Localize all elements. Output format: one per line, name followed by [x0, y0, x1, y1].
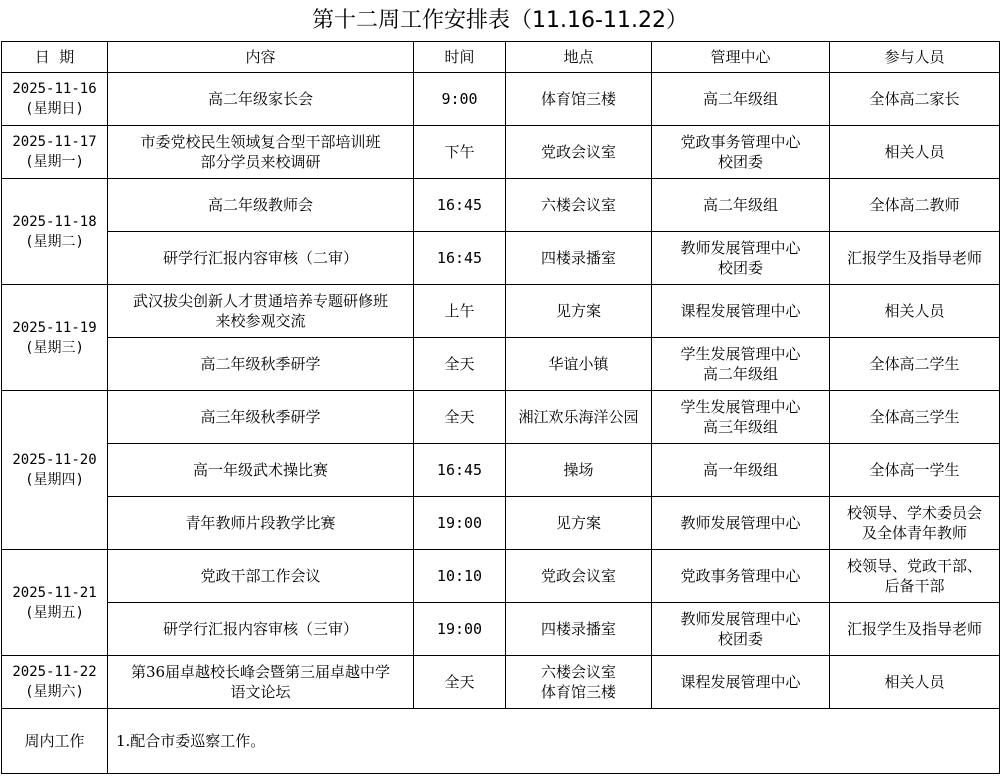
cell-line: 体育馆三楼: [540, 683, 616, 701]
cell-line: 校团委: [717, 153, 763, 171]
location-cell: [506, 603, 652, 656]
cell-line: 六楼会议室: [540, 663, 616, 681]
weekday-text: (星期日): [25, 101, 84, 117]
cell-line: 课程发展管理中心: [680, 673, 801, 691]
cell-line: 四楼录播室: [540, 620, 616, 638]
cell-line: 全体高二家长: [869, 90, 960, 108]
cell-line: 汇报学生及指导老师: [846, 620, 982, 638]
table-row: [2, 391, 1000, 444]
cell-line: 高一年级武术操比赛: [192, 461, 328, 479]
people-cell: [830, 73, 1000, 126]
date-text: 2025-11-17: [12, 134, 97, 150]
location-cell: [506, 285, 652, 338]
people-cell: [830, 656, 1000, 709]
time-cell: 16:45: [414, 444, 506, 497]
date-text: 2025-11-20: [12, 452, 97, 468]
weekday-text: (星期六): [25, 684, 84, 700]
cell-line: 六楼会议室: [540, 196, 616, 214]
date-cell: [2, 285, 108, 391]
people-cell: [830, 391, 1000, 444]
cell-line: 高三年级秋季研学: [200, 408, 321, 426]
cell-line: 校团委: [717, 259, 763, 277]
content-cell: [108, 232, 414, 285]
cell-line: 高二年级秋季研学: [200, 355, 321, 373]
people-cell: [830, 179, 1000, 232]
time-cell: 上午: [414, 285, 506, 338]
cell-line: 部分学员来校调研: [200, 153, 321, 171]
content-cell: [108, 126, 414, 179]
weekday-text: (星期三): [25, 339, 84, 356]
cell-line: 见方案: [555, 514, 601, 532]
date-cell: [2, 126, 108, 179]
cell-line: 华谊小镇: [548, 355, 609, 373]
cell-line: 党政会议室: [540, 567, 616, 585]
people-cell: [830, 550, 1000, 603]
cell-line: 党政会议室: [540, 143, 616, 161]
cell-line: 青年教师片段教学比赛: [185, 514, 336, 532]
header-content: 内容: [108, 42, 414, 73]
cell-line: 来校参观交流: [215, 312, 306, 330]
cell-line: 全体高三学生: [869, 408, 960, 426]
content-cell: [108, 497, 414, 550]
location-cell: [506, 232, 652, 285]
table-row: [2, 179, 1000, 232]
cell-line: 教师发展管理中心: [680, 239, 801, 257]
time-cell: 9:00: [414, 73, 506, 126]
date-text: 2025-11-18: [12, 213, 97, 230]
cell-line: 研学行汇报内容审核（三审）: [162, 620, 358, 638]
center-cell: [652, 338, 830, 391]
cell-line: 汇报学生及指导老师: [846, 249, 982, 267]
cell-line: 党政事务管理中心: [680, 567, 801, 585]
cell-line: 四楼录播室: [540, 249, 616, 267]
center-cell: [652, 550, 830, 603]
time-cell: 19:00: [414, 497, 506, 550]
time-cell: 10:10: [414, 550, 506, 603]
people-cell: [830, 232, 1000, 285]
location-cell: [506, 497, 652, 550]
location-cell: [506, 338, 652, 391]
time-cell: 全天: [414, 656, 506, 709]
header-location: 地点: [506, 42, 652, 73]
table-row: [2, 126, 1000, 179]
date-cell: [2, 656, 108, 709]
table-row: [2, 550, 1000, 603]
time-cell: 全天: [414, 338, 506, 391]
location-cell: [506, 656, 652, 709]
center-cell: [652, 391, 830, 444]
table-row: [2, 73, 1000, 126]
weekday-text: (星期二): [25, 233, 84, 250]
table-row: [2, 232, 1000, 285]
cell-line: 研学行汇报内容审核（二审）: [162, 249, 358, 267]
header-center: 管理中心: [652, 42, 830, 73]
center-cell: [652, 444, 830, 497]
center-cell: [652, 126, 830, 179]
time-cell: 16:45: [414, 232, 506, 285]
content-cell: [108, 391, 414, 444]
cell-line: 教师发展管理中心: [680, 610, 801, 628]
date-text: 2025-11-16: [12, 81, 97, 97]
cell-line: 湘江欢乐海洋公园: [518, 408, 639, 426]
cell-line: 相关人员: [884, 143, 945, 161]
date-text: 2025-11-21: [12, 584, 97, 601]
cell-line: 第36届卓越校长峰会暨第三届卓越中学: [130, 663, 391, 681]
date-cell: [2, 391, 108, 550]
date-cell: [2, 73, 108, 126]
cell-line: 课程发展管理中心: [680, 302, 801, 320]
cell-line: 见方案: [555, 302, 601, 320]
page-title: 第十二周工作安排表（11.16-11.22）: [312, 8, 688, 33]
center-cell: [652, 603, 830, 656]
cell-line: 后备干部: [884, 577, 945, 595]
cell-line: 体育馆三楼: [540, 90, 616, 108]
location-cell: [506, 179, 652, 232]
footer-content: 1.配合市委巡察工作。: [108, 709, 1000, 774]
content-cell: [108, 444, 414, 497]
cell-line: 校团委: [717, 630, 763, 648]
cell-line: 及全体青年教师: [861, 524, 967, 542]
date-text: 2025-11-22: [12, 664, 97, 680]
people-cell: [830, 444, 1000, 497]
location-cell: [506, 391, 652, 444]
cell-line: 相关人员: [884, 302, 945, 320]
people-cell: [830, 603, 1000, 656]
cell-line: 高二年级家长会: [207, 90, 313, 108]
cell-line: 教师发展管理中心: [680, 514, 801, 532]
cell-line: 市委党校民生领域复合型干部培训班: [140, 133, 381, 151]
content-cell: [108, 550, 414, 603]
date-cell: [2, 179, 108, 285]
footer-label: 周内工作: [2, 709, 108, 774]
time-cell: 16:45: [414, 179, 506, 232]
cell-line: 相关人员: [884, 673, 945, 691]
people-cell: [830, 497, 1000, 550]
location-cell: [506, 444, 652, 497]
cell-line: 党政干部工作会议: [200, 567, 321, 585]
center-cell: [652, 285, 830, 338]
content-cell: [108, 285, 414, 338]
center-cell: [652, 656, 830, 709]
cell-line: 操场: [563, 461, 594, 479]
center-cell: [652, 179, 830, 232]
location-cell: [506, 73, 652, 126]
table-row: [2, 444, 1000, 497]
date-text: 2025-11-19: [12, 319, 97, 336]
content-cell: [108, 179, 414, 232]
location-cell: [506, 126, 652, 179]
cell-line: 武汉拔尖创新人才贯通培养专题研修班: [132, 292, 388, 310]
people-cell: [830, 338, 1000, 391]
cell-line: 高三年级组: [702, 418, 778, 436]
cell-line: 学生发展管理中心: [680, 345, 801, 363]
time-cell: 19:00: [414, 603, 506, 656]
cell-line: 校领导、党政干部、: [846, 557, 982, 575]
content-cell: [108, 338, 414, 391]
weekday-text: (星期五): [25, 604, 84, 621]
cell-line: 高二年级组: [702, 90, 778, 108]
center-cell: [652, 497, 830, 550]
location-cell: [506, 550, 652, 603]
content-cell: [108, 603, 414, 656]
schedule-table: [1, 41, 1000, 774]
weekday-text: (星期一): [25, 154, 84, 170]
cell-line: 全体高二学生: [869, 355, 960, 373]
time-cell: 全天: [414, 391, 506, 444]
cell-line: 语文论坛: [230, 683, 291, 701]
header-date: 日 期: [2, 42, 108, 73]
schedule-body: [2, 73, 1000, 709]
cell-line: 校领导、学术委员会: [846, 504, 982, 522]
cell-line: 高二年级教师会: [207, 196, 313, 214]
header-people: 参与人员: [830, 42, 1000, 73]
cell-line: 全体高一学生: [869, 461, 960, 479]
header-time: 时间: [414, 42, 506, 73]
center-cell: [652, 73, 830, 126]
footer-row: [2, 709, 1000, 774]
people-cell: [830, 285, 1000, 338]
table-row: [2, 338, 1000, 391]
weekday-text: (星期四): [25, 472, 84, 488]
center-cell: [652, 232, 830, 285]
table-row: [2, 285, 1000, 338]
time-cell: 下午: [414, 126, 506, 179]
cell-line: 学生发展管理中心: [680, 398, 801, 416]
table-row: [2, 656, 1000, 709]
people-cell: [830, 126, 1000, 179]
table-row: [2, 497, 1000, 550]
date-cell: [2, 550, 108, 656]
content-cell: [108, 656, 414, 709]
content-cell: [108, 73, 414, 126]
cell-line: 高二年级组: [702, 365, 778, 383]
cell-line: 高一年级组: [702, 461, 778, 479]
cell-line: 高二年级组: [702, 196, 778, 214]
table-row: [2, 603, 1000, 656]
cell-line: 全体高二教师: [869, 196, 960, 214]
cell-line: 党政事务管理中心: [680, 133, 801, 151]
header-row: [2, 42, 1000, 73]
